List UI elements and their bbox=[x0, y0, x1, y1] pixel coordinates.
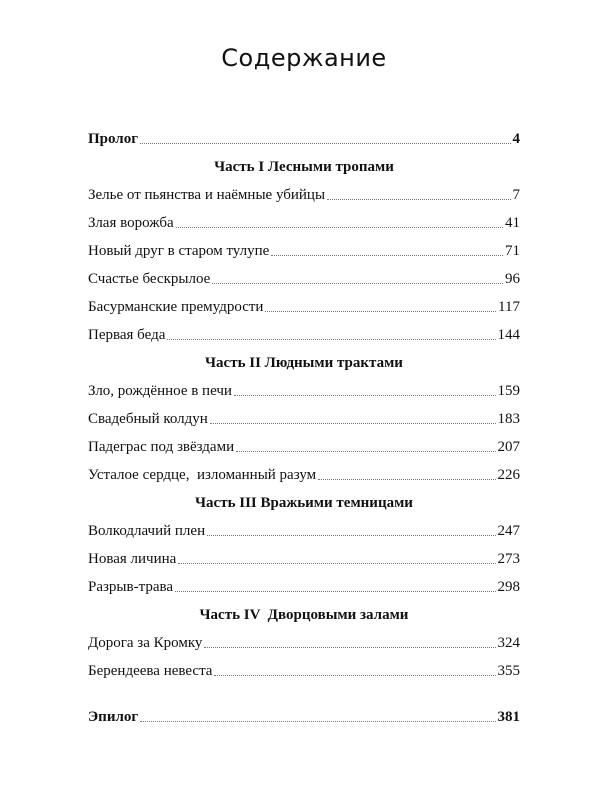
toc-entry[interactable] bbox=[88, 624, 520, 652]
leader-dots bbox=[271, 254, 503, 256]
entry-page: 117 bbox=[498, 299, 520, 315]
leader-dots bbox=[265, 310, 496, 312]
part-heading-1: Часть I Лесными тропами bbox=[214, 159, 394, 175]
toc-entry[interactable] bbox=[88, 204, 520, 232]
entry-label: Свадебный колдун bbox=[88, 411, 208, 427]
entry-label: Новая личина bbox=[88, 551, 177, 567]
toc-entry-epilogue[interactable] bbox=[88, 706, 520, 726]
entry-page: 247 bbox=[497, 523, 520, 539]
toc-entry[interactable] bbox=[88, 316, 520, 344]
toc-entry[interactable] bbox=[88, 232, 520, 260]
entry-page: 96 bbox=[505, 271, 520, 287]
toc-entry[interactable] bbox=[88, 400, 520, 428]
toc-entry[interactable] bbox=[88, 540, 520, 568]
leader-dots bbox=[140, 142, 510, 144]
leader-dots bbox=[210, 422, 496, 424]
part-heading-2: Часть II Людными трактами bbox=[205, 355, 403, 371]
leader-dots bbox=[140, 720, 495, 722]
entry-label: Новый друг в старом тулупе bbox=[88, 243, 270, 259]
page-title: Содержание bbox=[221, 44, 387, 72]
entry-page: 144 bbox=[497, 327, 520, 343]
part-heading-4: Часть IV Дворцовыми залами bbox=[199, 607, 409, 623]
entry-label: Разрыв-трава bbox=[88, 579, 174, 595]
entry-page: 71 bbox=[505, 243, 520, 259]
entry-page: 183 bbox=[497, 411, 520, 427]
leader-dots bbox=[178, 562, 495, 564]
part-heading-3: Часть III Вражьими темницами bbox=[195, 495, 413, 511]
toc-entry[interactable] bbox=[88, 288, 520, 316]
leader-dots bbox=[167, 338, 495, 340]
leader-dots bbox=[234, 394, 496, 396]
entry-page: 298 bbox=[497, 579, 520, 595]
toc-entry[interactable] bbox=[88, 176, 520, 204]
entry-label: Берендеева невеста bbox=[88, 663, 213, 679]
toc-entry-prologue[interactable] bbox=[88, 120, 520, 148]
table-of-contents bbox=[88, 120, 520, 726]
entry-label: Усталое сердце, изломанный разум bbox=[88, 467, 317, 483]
entry-label: Зло, рождённое в печи bbox=[88, 383, 232, 399]
entry-page: 381 bbox=[497, 709, 520, 725]
entry-label: Счастье бескрылое bbox=[88, 271, 211, 287]
entry-label: Пролог bbox=[88, 131, 139, 147]
entry-label: Волкодлачий плен bbox=[88, 523, 206, 539]
leader-dots bbox=[212, 282, 503, 284]
entry-page: 207 bbox=[497, 439, 520, 455]
leader-dots bbox=[327, 198, 510, 200]
toc-entry[interactable] bbox=[88, 456, 520, 484]
toc-entry[interactable] bbox=[88, 652, 520, 680]
entry-label: Басурманские премудрости bbox=[88, 299, 264, 315]
leader-dots bbox=[318, 478, 495, 480]
leader-dots bbox=[204, 646, 495, 648]
toc-entry[interactable] bbox=[88, 372, 520, 400]
leader-dots bbox=[175, 590, 495, 592]
leader-dots bbox=[176, 226, 503, 228]
entry-label: Первая беда bbox=[88, 327, 166, 343]
leader-dots bbox=[236, 450, 495, 452]
toc-entry[interactable] bbox=[88, 568, 520, 596]
entry-label: Эпилог bbox=[88, 709, 139, 725]
entry-page: 4 bbox=[512, 131, 520, 147]
entry-label: Злая ворожба bbox=[88, 215, 174, 231]
entry-label: Дорога за Кромку bbox=[88, 635, 203, 651]
toc-entry[interactable] bbox=[88, 428, 520, 456]
entry-page: 226 bbox=[497, 467, 520, 483]
leader-dots bbox=[214, 674, 495, 676]
leader-dots bbox=[207, 534, 495, 536]
spacer bbox=[88, 680, 520, 706]
entry-page: 355 bbox=[497, 663, 520, 679]
entry-page: 41 bbox=[505, 215, 520, 231]
entry-page: 273 bbox=[497, 551, 520, 567]
toc-entry[interactable] bbox=[88, 512, 520, 540]
entry-page: 7 bbox=[512, 187, 520, 203]
entry-page: 324 bbox=[497, 635, 520, 651]
entry-label: Зелье от пьянства и наёмные убийцы bbox=[88, 187, 326, 203]
toc-entry[interactable] bbox=[88, 260, 520, 288]
entry-page: 159 bbox=[497, 383, 520, 399]
entry-label: Падеграс под звёздами bbox=[88, 439, 235, 455]
